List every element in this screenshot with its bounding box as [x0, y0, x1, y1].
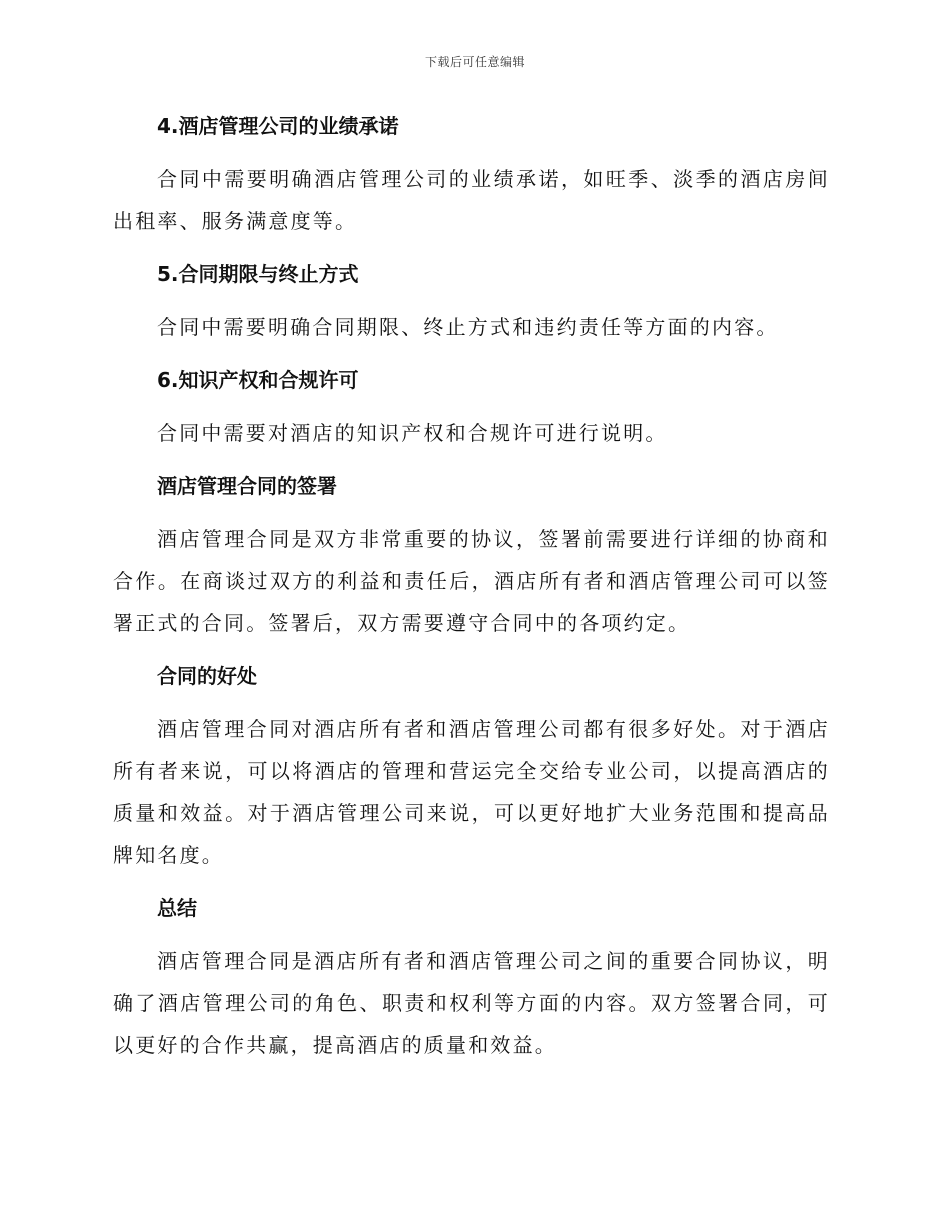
- section-body-ip: 合同中需要对酒店的知识产权和合规许可进行说明。: [157, 421, 668, 445]
- section-heading-summary: 总结: [157, 896, 197, 920]
- section-heading-signing: 酒店管理合同的签署: [157, 474, 337, 498]
- page-header: 下载后可任意编辑: [424, 55, 525, 69]
- section-heading-term: 5.合同期限与终止方式: [157, 262, 359, 286]
- section-body-summary: 酒店管理合同是酒店所有者和酒店管理公司之间的重要合同协议，明确了酒店管理公司的角色、职责和权利等方面的内容。双方签署合同，可以更好的合作共赢，提高酒店的质量和效益。: [113, 949, 830, 1057]
- section-body-term: 合同中需要明确合同期限、终止方式和违约责任等方面的内容。: [157, 315, 779, 339]
- section-heading-ip: 6.知识产权和合规许可: [157, 368, 359, 392]
- document-body: [113, 105, 830, 1077]
- section-body-benefits: 酒店管理合同对酒店所有者和酒店管理公司都有很多好处。对于酒店所有者来说，可以将酒店的管理和营运完全交给专业公司，以提高酒店的质量和效益。对于酒店管理公司来说，可以更好地扩大业务范围和提高品牌知名度。: [113, 717, 830, 867]
- section-heading-benefits: 合同的好处: [157, 664, 257, 688]
- section-body-performance: 合同中需要明确酒店管理公司的业绩承诺，如旺季、淡季的酒店房间出租率、服务满意度等。: [113, 167, 830, 233]
- section-heading-performance: 4.酒店管理公司的业绩承诺: [157, 114, 399, 138]
- section-body-signing: 酒店管理合同是双方非常重要的协议，签署前需要进行详细的协商和合作。在商谈过双方的利益和责任后，酒店所有者和酒店管理公司可以签署正式的合同。签署后，双方需要遵守合同中的各项约定。: [113, 527, 830, 635]
